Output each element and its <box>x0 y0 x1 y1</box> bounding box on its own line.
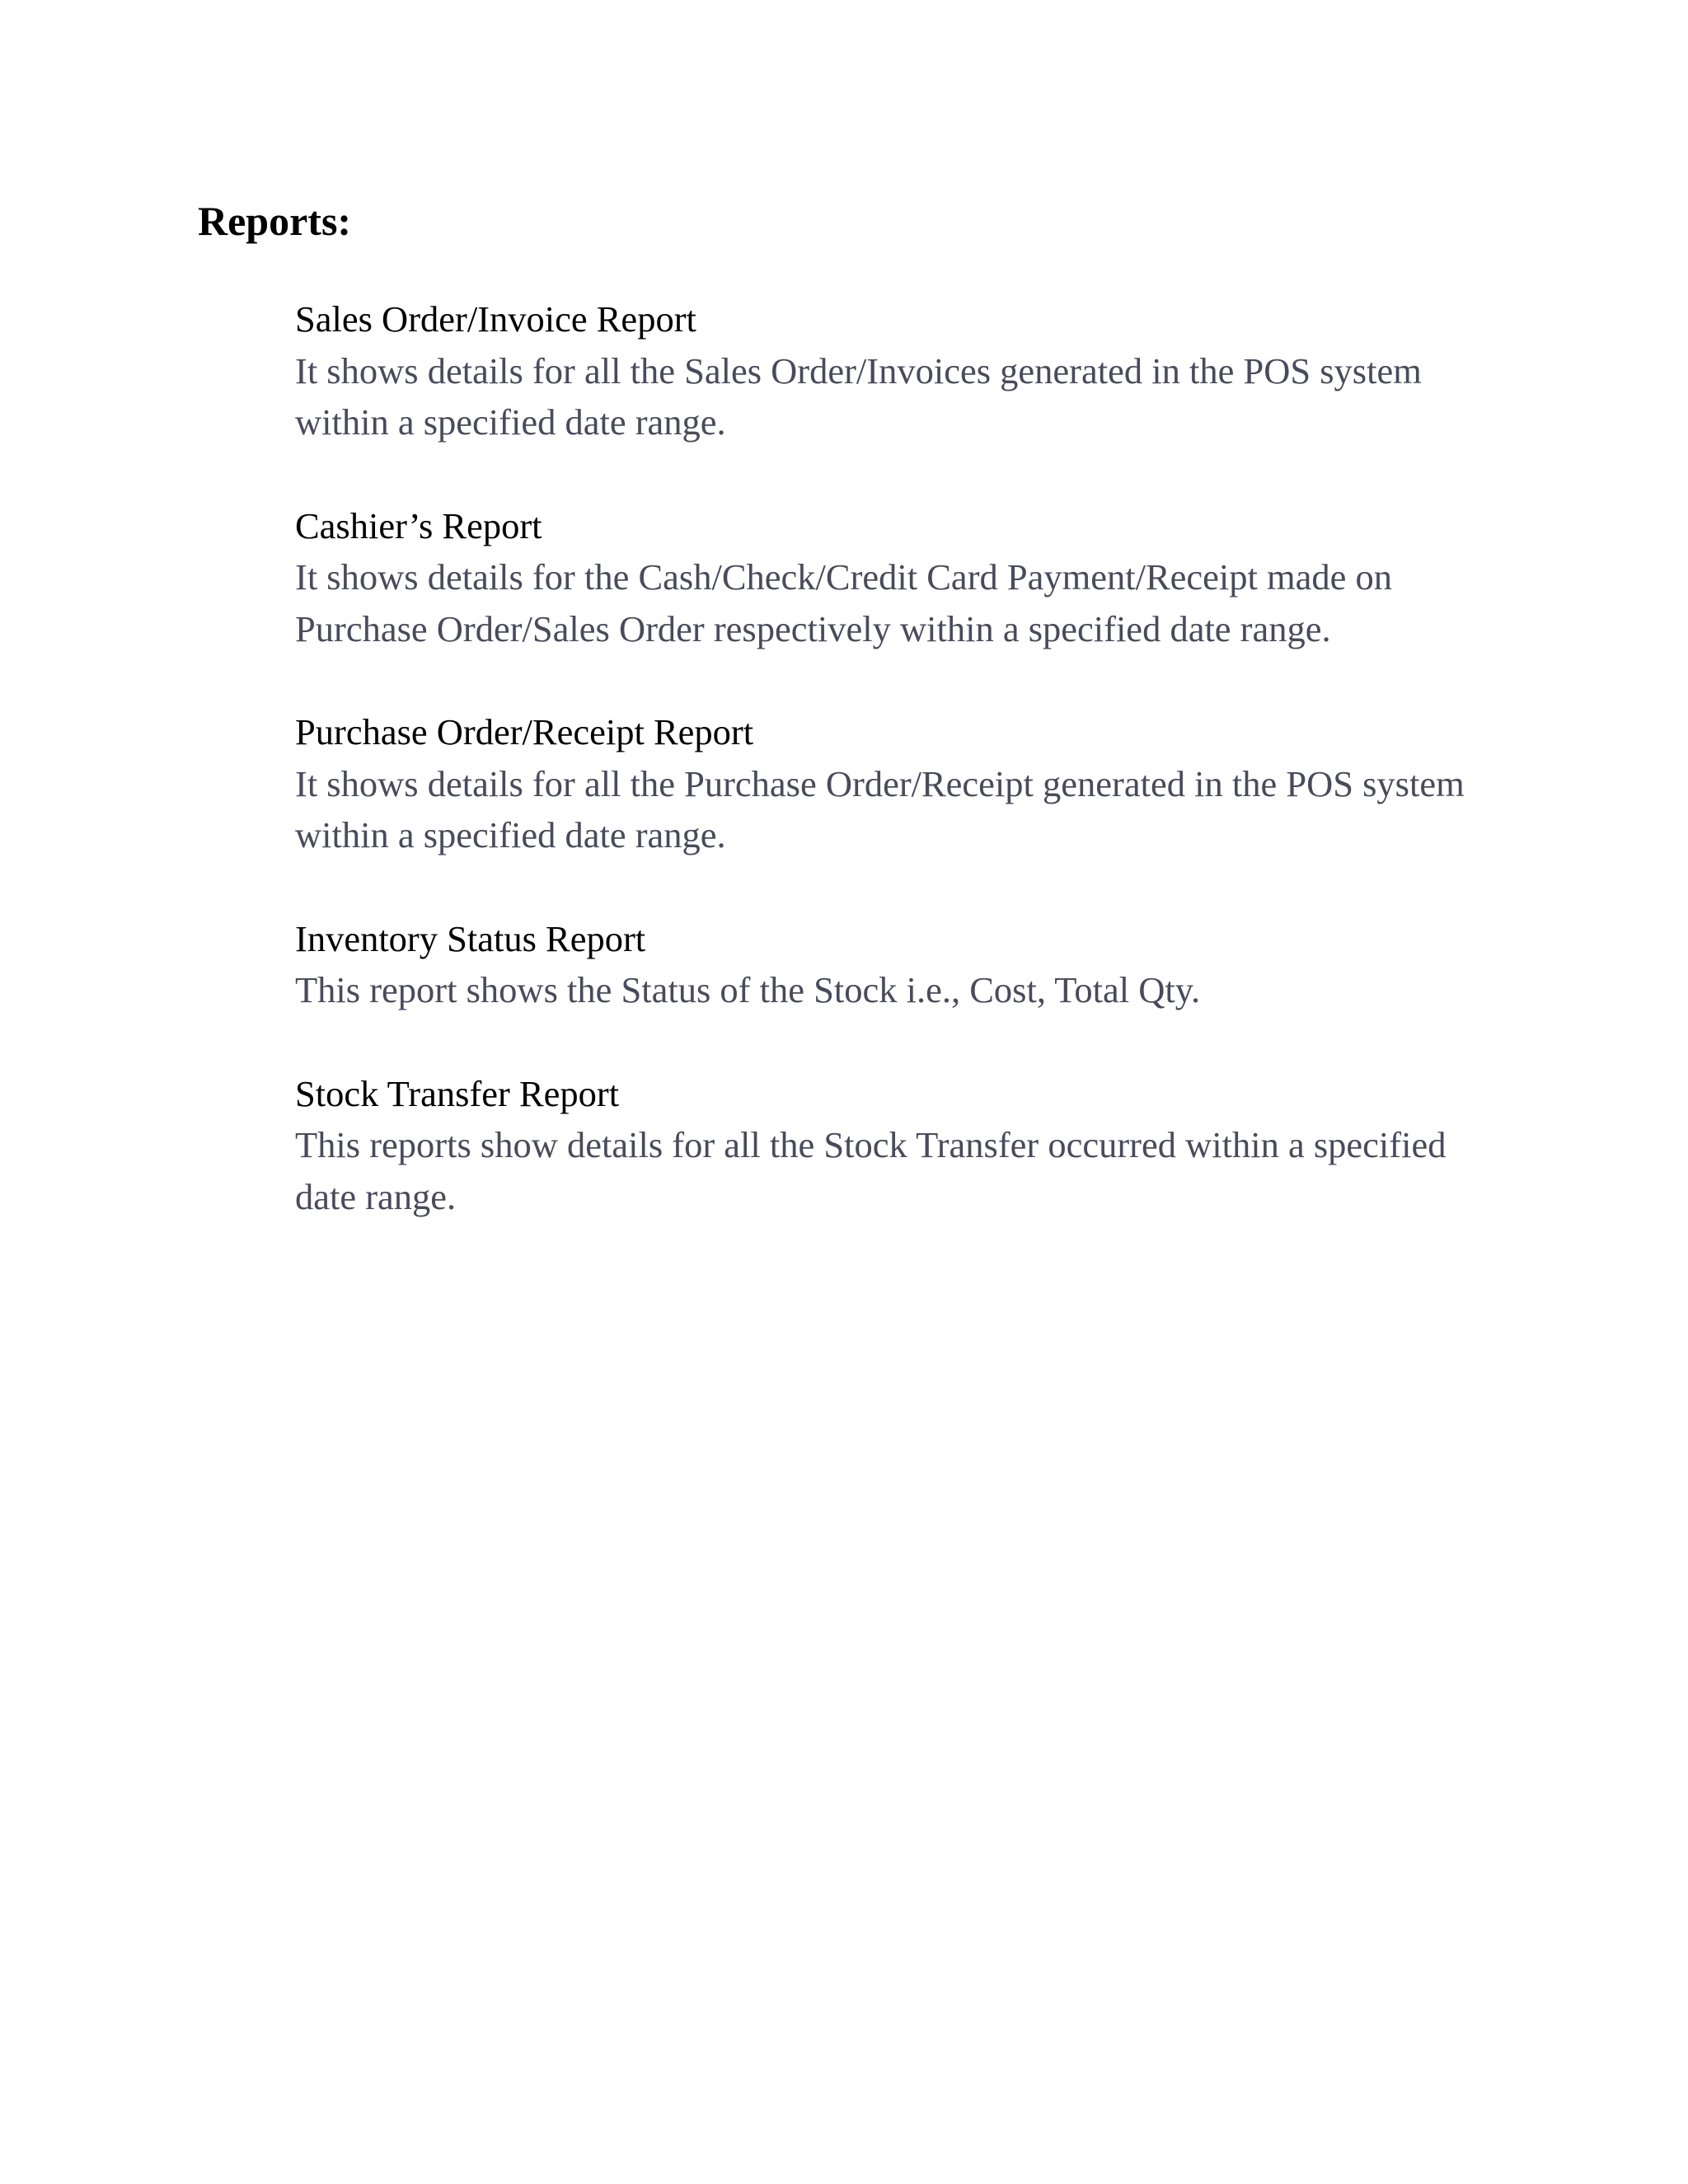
report-title: Cashier’s Report <box>295 504 542 546</box>
report-description: This report shows the Status of the Stock i.e., Cost, Total Qty. <box>295 969 1201 1010</box>
report-title: Sales Order/Invoice Report <box>295 298 696 340</box>
report-description: It shows details for all the Purchase Order/Receipt generated in the POS system within a specified date range. <box>295 762 1465 855</box>
report-entry-sales-order-invoice <box>295 293 1482 448</box>
report-description: It shows details for the Cash/Check/Credit Card Payment/Receipt made on Purchase Order/Sales Order respectively within a specified date range. <box>295 556 1393 649</box>
report-entry-purchase-order-receipt <box>295 706 1482 861</box>
report-title: Stock Transfer Report <box>295 1072 620 1114</box>
report-entry-stock-transfer <box>295 1068 1482 1223</box>
report-entry-cashiers <box>295 500 1482 655</box>
page-heading: Reports: <box>198 198 352 244</box>
report-title: Purchase Order/Receipt Report <box>295 711 754 752</box>
report-description: This reports show details for all the Stock Transfer occurred within a specified date range. <box>295 1124 1447 1217</box>
report-entry-inventory-status <box>295 913 1482 1016</box>
report-list <box>295 293 1482 1274</box>
report-description: It shows details for all the Sales Order/Invoices generated in the POS system within a specified date range. <box>295 349 1422 443</box>
report-title: Inventory Status Report <box>295 917 646 959</box>
